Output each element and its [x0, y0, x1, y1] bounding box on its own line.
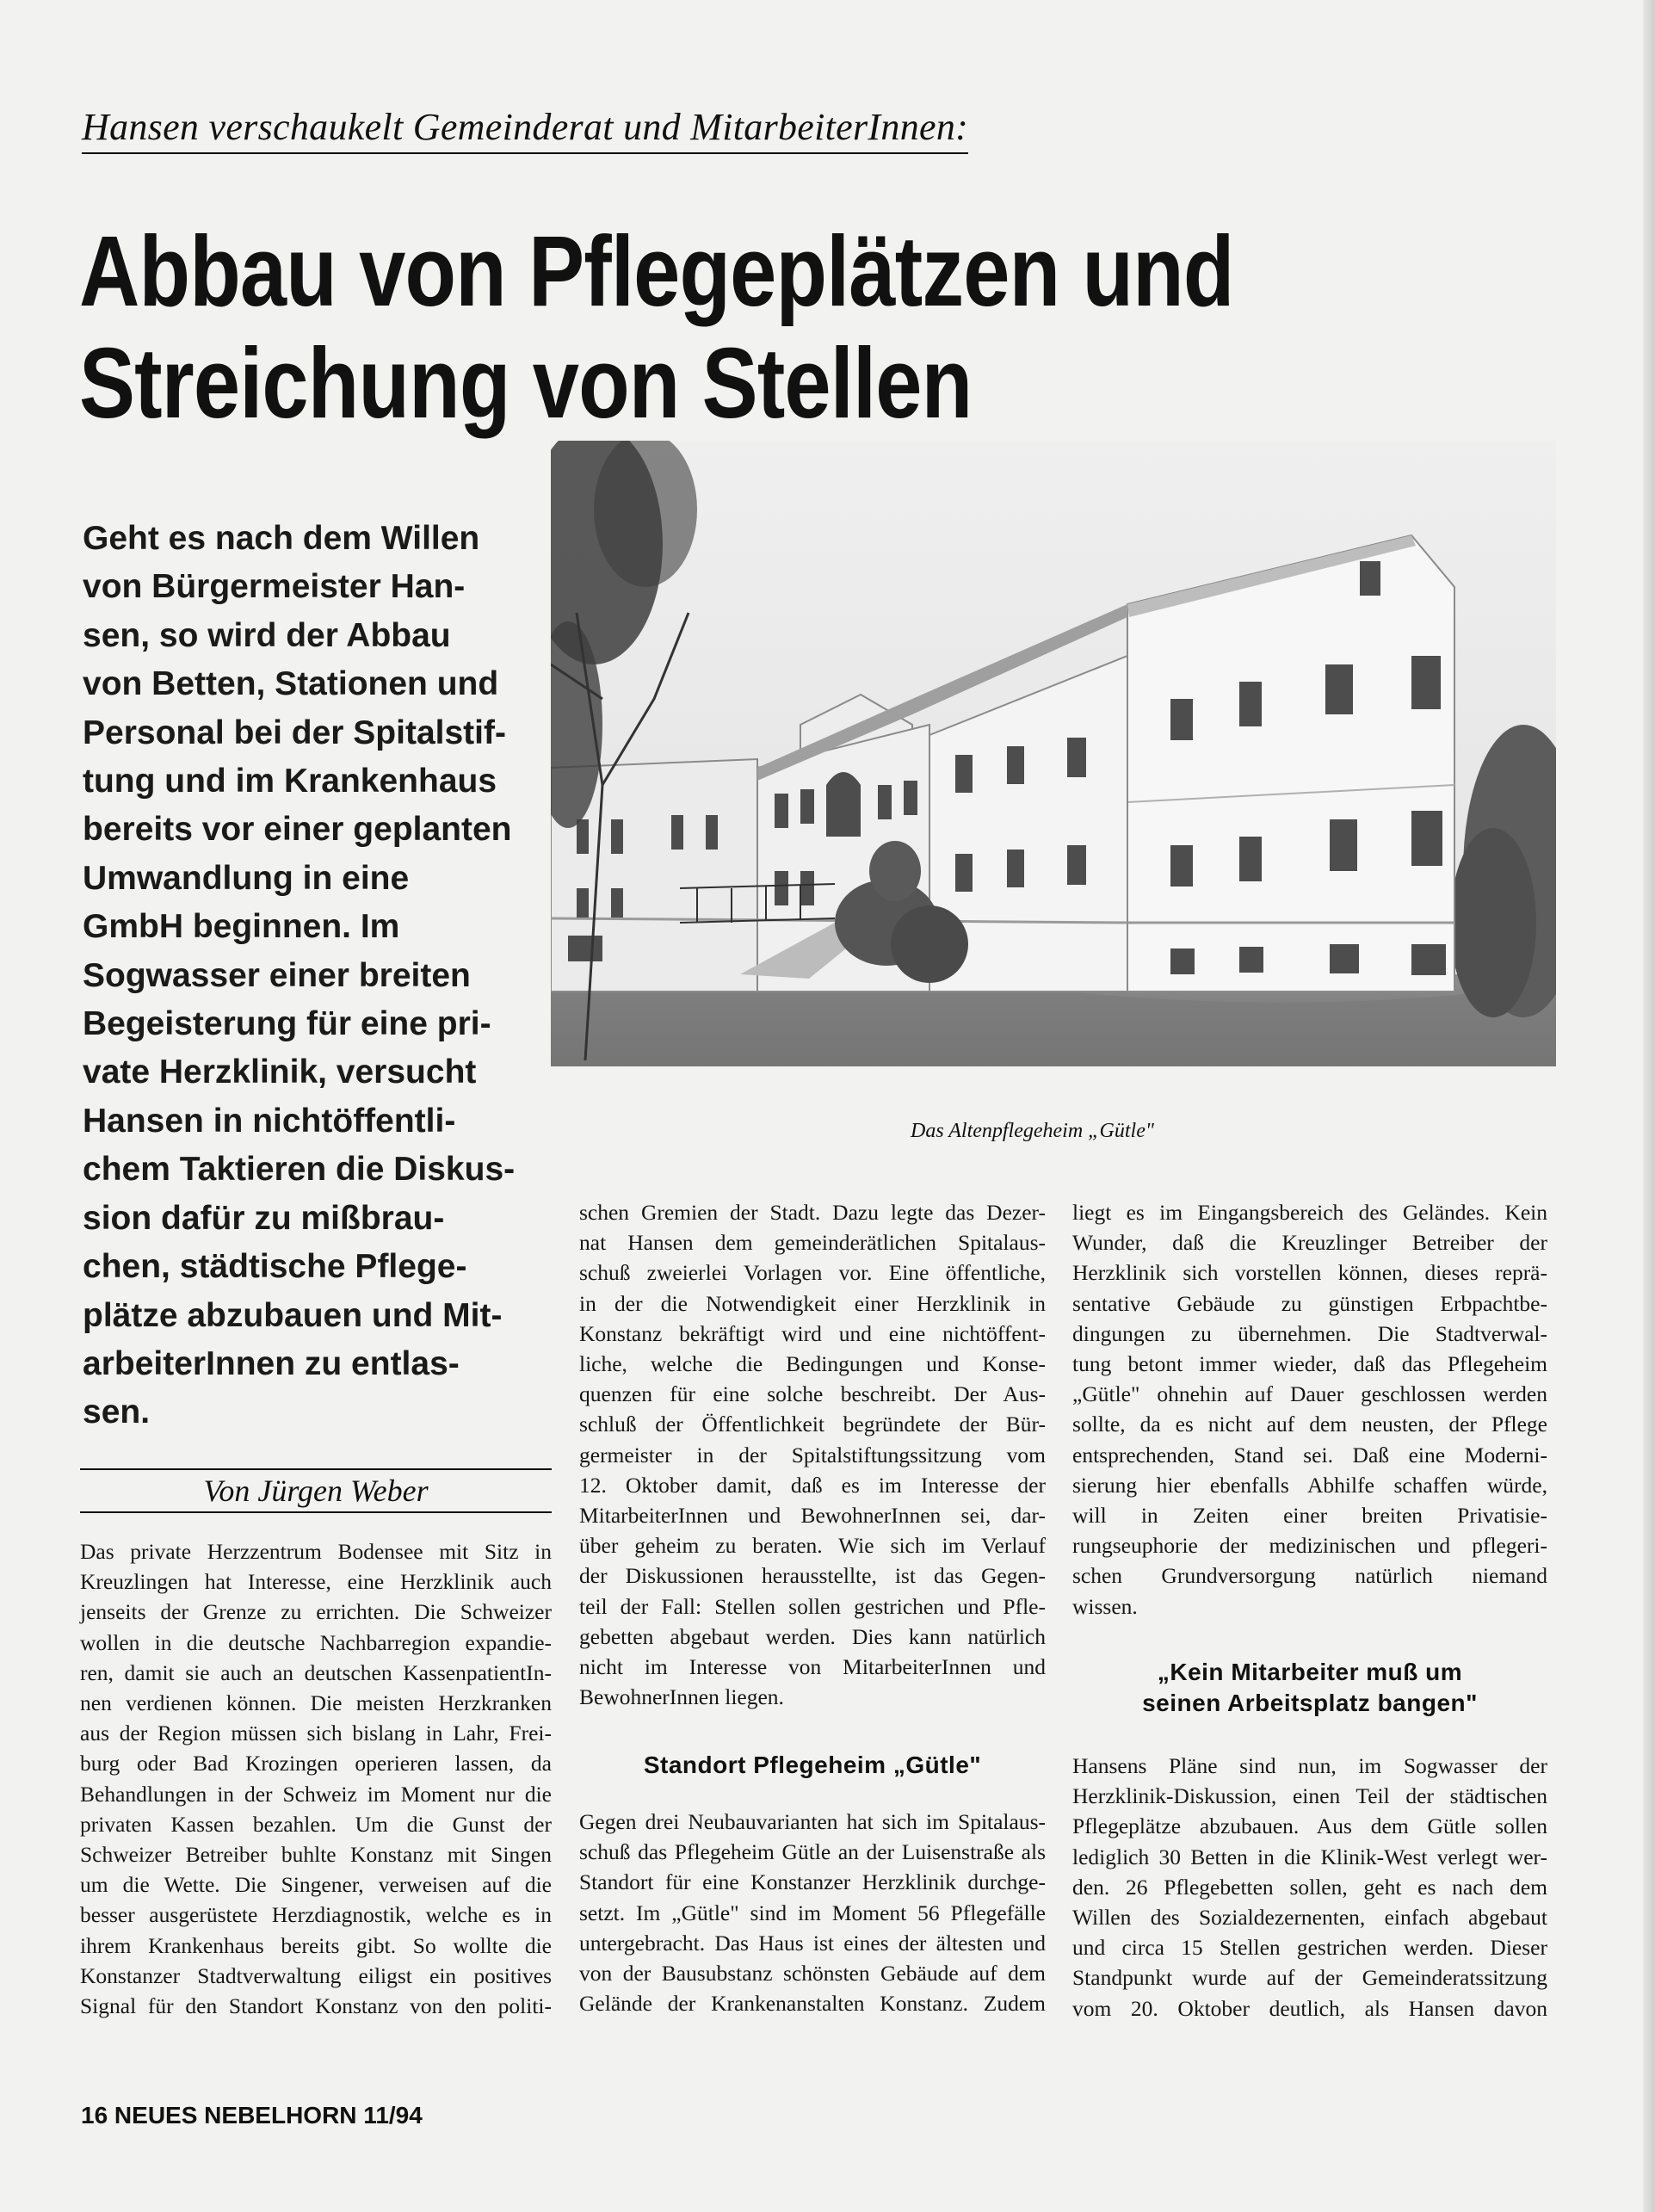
- kicker-line: Hansen verschaukelt Gemeinderat und MitarbeiterInnen:: [82, 105, 968, 154]
- text-line: nicht im Interesse von MitarbeiterInnen und: [579, 1654, 1046, 1680]
- text-line: ren, damit sie auch an deutschen KassenpatientIn-: [80, 1659, 552, 1685]
- text-line: Gegen drei Neubauvarianten hat sich im Spitalaus-: [579, 1809, 1046, 1834]
- text-line: Konstanz bekräftigt wird und eine nichtöffent-: [579, 1320, 1046, 1346]
- building-photo: [551, 441, 1556, 1066]
- text-line: entsprechenden, Stand sei. Daß eine Moderni-: [1072, 1442, 1547, 1467]
- subheading-line: „Kein Mitarbeiter muß um: [1157, 1659, 1463, 1685]
- text-line: rungseuphorie der medizinischen und pflegeri-: [1072, 1533, 1547, 1559]
- lead-line: Hansen in nichtöffentli-: [83, 1102, 456, 1140]
- text-line: ihrem Krankenhaus bereits gibt. So wollte die: [80, 1932, 552, 1958]
- text-line: sierung hier ebenfalls Abhilfe schaffen würde,: [1072, 1472, 1547, 1498]
- lead-paragraph: [83, 515, 565, 1437]
- text-line: vom 20. Oktober deutlich, als Hansen davon: [1072, 1995, 1547, 2021]
- article-column-3-bottom: [1072, 1751, 1547, 2024]
- text-line: Hansens Pläne sind nun, im Sogwasser der: [1072, 1753, 1547, 1778]
- lead-line: Personal bei der Spitalstif-: [83, 714, 506, 751]
- text-line: burg oder Bad Krozingen operieren lassen, da: [80, 1751, 552, 1776]
- lead-line: plätze abzubauen und Mit-: [83, 1296, 503, 1334]
- text-line: schuß das Pflegeheim Gütle an der Luisenstraße als: [579, 1839, 1046, 1865]
- text-line: schen Grundversorgung natürlich niemand: [1072, 1563, 1547, 1589]
- text-line: Standpunkt wurde auf der Gemeinderatssitzung: [1072, 1965, 1547, 1991]
- text-line: schluß der Öffentlichkeit begründete der Bür-: [579, 1412, 1046, 1437]
- lead-line: vate Herzklinik, versucht: [83, 1053, 477, 1091]
- lead-line: chem Taktieren die Diskus-: [83, 1151, 516, 1189]
- lead-line: Geht es nach dem Willen: [83, 520, 480, 557]
- text-line: will in Zeiten einer breiten Privatisie-: [1072, 1503, 1547, 1529]
- text-line: Behandlungen in der Schweiz im Moment nur die: [80, 1781, 552, 1807]
- text-line: liche, welche die Bedingungen und Konse-: [579, 1351, 1046, 1377]
- byline: Von Jürgen Weber: [203, 1474, 429, 1508]
- text-line: über geheim zu beraten. Wie sich im Verlauf: [579, 1533, 1046, 1559]
- text-line: Pflegeplätze abzubauen. Aus dem Gütle sollen: [1072, 1813, 1547, 1839]
- lead-line: bereits vor einer geplanten: [83, 811, 512, 849]
- text-line: privaten Kassen bezahlen. Um die Gunst der: [80, 1811, 552, 1837]
- text-line: Wunder, daß die Kreuzlinger Betreiber der: [1072, 1230, 1547, 1256]
- text-line: den. 26 Pflegebetten sollen, geht es nach dem: [1072, 1874, 1547, 1900]
- text-line: nat Hansen dem gemeinderätlichen Spitalaus-: [579, 1230, 1046, 1256]
- text-line: Gelände der Krankenanstalten Konstanz. Zudem: [579, 1991, 1046, 2017]
- text-line: „Gütle" ohnehin auf Dauer geschlossen werden: [1072, 1381, 1547, 1407]
- text-line: quenzen für eine solche beschreibt. Der Aus-: [579, 1381, 1046, 1407]
- article-column-2-top: [579, 1197, 1046, 1712]
- lead-line: Umwandlung in eine: [83, 859, 410, 897]
- text-line: schen Gremien der Stadt. Dazu legte das Dezer-: [579, 1200, 1046, 1225]
- headline: [79, 215, 1234, 439]
- text-line: in der die Notwendigkeit einer Herzklinik in: [579, 1290, 1046, 1316]
- text-line: Standort für eine Konstanzer Herzklinik durchge-: [579, 1869, 1046, 1895]
- lead-line: tung und im Krankenhaus: [83, 763, 497, 800]
- text-line: schuß zweierlei Vorlagen vor. Eine öffentliche,: [579, 1260, 1046, 1286]
- lead-line: Sogwasser einer breiten: [83, 956, 471, 994]
- text-line: jenseits der Grenze zu errichten. Die Schweizer: [80, 1599, 552, 1625]
- photo-caption: Das Altenpflegeheim „Gütle": [911, 1120, 1154, 1142]
- text-line: nen verdienen können. Die meisten Herzkranken: [80, 1690, 552, 1716]
- text-line: besser ausgerüstete Herzdiagnostik, welche es in: [80, 1902, 552, 1928]
- lead-line: GmbH beginnen. Im: [83, 908, 400, 946]
- text-line: untergebracht. Das Haus ist eines der ältesten und: [579, 1930, 1046, 1956]
- text-line: von der Bausubstanz schönsten Gebäude auf dem: [579, 1961, 1046, 1986]
- lead-line: sen, so wird der Abbau: [83, 616, 451, 654]
- lead-line: arbeiterInnen zu entlas-: [83, 1344, 460, 1382]
- text-line: Kreuzlingen hat Interesse, eine Herzklinik auch: [80, 1569, 552, 1595]
- text-line: sollte, da es nicht auf dem neusten, der Pflege: [1072, 1412, 1547, 1437]
- text-line: um die Wette. Die Singener, verweisen auf die: [80, 1872, 552, 1898]
- lead-line: chen, städtische Pflege-: [83, 1248, 467, 1286]
- text-line: teil der Fall: Stellen sollen gestrichen und Pfle-: [579, 1593, 1046, 1619]
- subheading-line: seinen Arbeitsplatz bangen": [1142, 1690, 1478, 1716]
- lead-line: von Bürgermeister Han-: [83, 568, 466, 606]
- page-footer: 16 NEUES NEBELHORN 11/94: [81, 2102, 423, 2129]
- article-column-2-bottom: [579, 1807, 1046, 2018]
- lead-line: sen.: [83, 1393, 151, 1431]
- article-column-3-top: [1072, 1197, 1547, 1622]
- text-line: und circa 15 Stellen gestrichen werden. Dieser: [1072, 1935, 1547, 1961]
- text-line: setzt. Im „Gütle" sind im Moment 56 Pflegefälle: [579, 1900, 1046, 1925]
- headline-line-2: Streichung von Stellen: [79, 327, 973, 439]
- text-line: germeister in der Spitalstiftungssitzung vom: [579, 1442, 1046, 1467]
- text-line: Signal für den Standort Konstanz von den politi-: [80, 1993, 552, 2019]
- text-line: MitarbeiterInnen und BewohnerInnen sei, dar-: [579, 1503, 1046, 1529]
- lead-line: von Betten, Stationen und: [83, 665, 499, 703]
- byline-rule-top: [80, 1468, 552, 1470]
- text-line: Herzklinik sich vorstellen können, dieses reprä-: [1072, 1260, 1547, 1286]
- text-line: sentative Gebäude zu günstigen Erbpachtbe-: [1072, 1290, 1547, 1316]
- article-column-1: [80, 1536, 552, 2021]
- text-line: 12. Oktober damit, daß es im Interesse der: [579, 1472, 1046, 1498]
- text-line: lediglich 30 Betten in die Klinik-West verlegt wer-: [1072, 1844, 1547, 1869]
- page-edge: [1643, 0, 1655, 2212]
- text-line: gebetten abgebaut werden. Dies kann natürlich: [579, 1623, 1046, 1649]
- text-line: Schweizer Betreiber buhlte Konstanz mit Singen: [80, 1842, 552, 1868]
- text-line: tung betont immer wieder, daß das Pflegeheim: [1072, 1351, 1547, 1377]
- text-line: aus der Region müssen sich bislang in Lahr, Frei-: [80, 1721, 552, 1746]
- text-line: der Diskussionen herausstellte, ist das Gegen-: [579, 1563, 1046, 1589]
- text-line: Das private Herzzentrum Bodensee mit Sitz in: [80, 1539, 552, 1564]
- text-line: Herzklinik-Diskussion, einen Teil der städtischen: [1072, 1783, 1547, 1809]
- text-line: Willen des Sozialdezernenten, einfach abgebaut: [1072, 1905, 1547, 1931]
- text-line: Konstanzer Stadtverwaltung eiligst ein positives: [80, 1962, 552, 1988]
- text-line: wollen in die deutsche Nachbarregion expandie-: [80, 1629, 552, 1655]
- lead-line: Begeisterung für eine pri-: [83, 1005, 491, 1043]
- subheading-standort: Standort Pflegeheim „Gütle": [643, 1752, 982, 1778]
- subheading-kein-mitarbeiter: [1072, 1657, 1547, 1719]
- text-line: BewohnerInnen liegen.: [579, 1684, 784, 1710]
- byline-rule-bottom: [80, 1511, 552, 1513]
- text-line: wissen.: [1072, 1593, 1138, 1619]
- building-illustration: [551, 441, 1556, 1066]
- text-line: dingungen zu übernehmen. Die Stadtverwal-: [1072, 1320, 1547, 1346]
- lead-line: sion dafür zu mißbrau-: [83, 1199, 445, 1237]
- headline-line-1: Abbau von Pflegeplätzen und: [79, 215, 1234, 327]
- text-line: liegt es im Eingangsbereich des Geländes. Kein: [1072, 1200, 1547, 1225]
